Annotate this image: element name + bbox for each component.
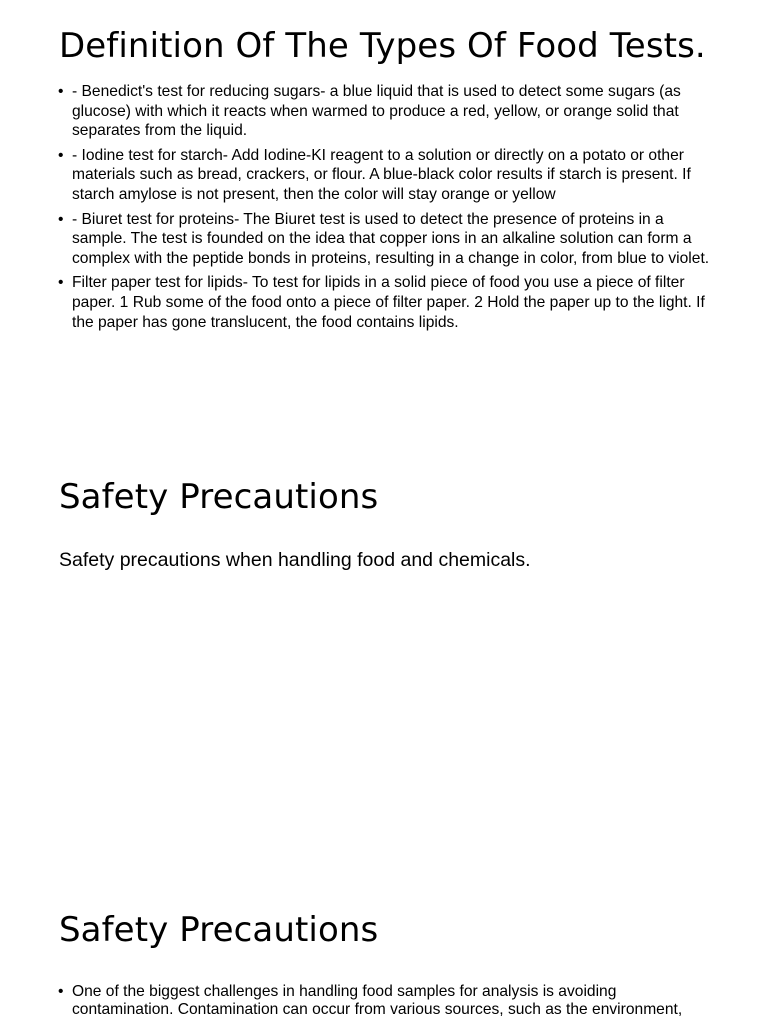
safety-title: Safety Precautions (59, 910, 379, 950)
list-item-biuret (59, 210, 714, 269)
list-item-iodine (59, 146, 714, 205)
list-item-contamination (59, 983, 714, 1018)
bullet-icon: • (58, 210, 64, 228)
bullet-icon: • (58, 83, 64, 100)
bullet-icon: • (58, 146, 64, 164)
safety-subtitle: Safety precautions when handling food and chemicals. (59, 549, 531, 571)
list-item-text: - Biuret test for proteins- The Biuret test is used to detect the presence of proteins in a sample. The test is founded on the idea that copper ions in an alkaline solution can form a complex with the peptide bonds in proteins, resulting in a change in color, from blue to violet. (72, 210, 710, 267)
slide-safety-precautions-detail (59, 911, 714, 1018)
list-item-text: - Benedict's test for reducing sugars- a blue liquid that is used to detect some sugars (as glucose) with which it reacts when warmed to produce a red, yellow, or orange solid that separates from the liquid. (72, 83, 681, 140)
list-item-text: - Iodine test for starch- Add Iodine-KI reagent to a solution or directly on a potato or other materials such as bread, crackers, or flour. A blue-black color results if starch is present. If starch amylose is not present, then the color will stay orange or yellow (72, 146, 691, 203)
safety-list (59, 983, 714, 1018)
list-item-filter-paper (59, 273, 714, 332)
bullet-icon: • (58, 274, 64, 292)
food-tests-list (59, 82, 714, 332)
list-item-text: Filter paper test for lipids- To test for lipids in a solid piece of food you use a piece of filter paper. 1 Rub some of the food onto a piece of filter paper. 2 Hold the paper up to the light. If the paper has gone translucent, the food contains lipids. (72, 274, 705, 331)
food-tests-title: Definition Of The Types Of Food Tests. (59, 26, 706, 66)
slide-safety-precautions-intro (59, 478, 714, 572)
list-item-text: One of the biggest challenges in handling food samples for analysis is avoiding contamination. Contamination can occur from various sources, such as the environment, (72, 983, 683, 1018)
list-item-benedicts (59, 82, 714, 141)
bullet-icon: • (58, 983, 64, 1000)
safety-title: Safety Precautions (59, 477, 379, 517)
slide-food-tests (59, 27, 714, 332)
